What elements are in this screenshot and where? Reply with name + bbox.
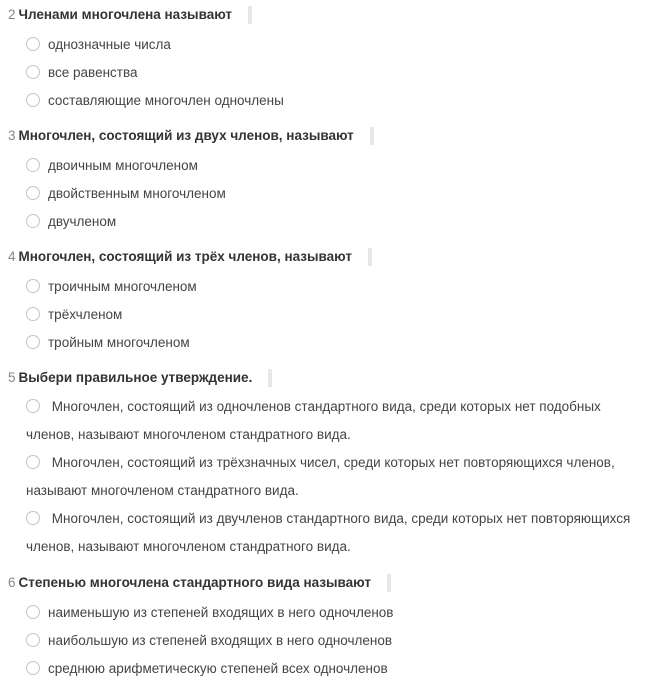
radio-button[interactable] [26, 605, 40, 619]
question-number: 2 [8, 7, 16, 22]
question-number: 3 [8, 128, 16, 143]
answer-option[interactable] [8, 626, 650, 654]
radio-button[interactable] [26, 158, 40, 172]
answer-label: троичным многочленом [48, 278, 197, 294]
answer-options [8, 151, 650, 235]
question-text: Степенью многочлена стандартного вида называют [18, 575, 371, 590]
answer-label: Многочлен, состоящий из одночленов стандартного вида, среди которых нет подобных членов, называют многочленом стандратного вида. [26, 399, 601, 442]
question-number: 5 [8, 370, 16, 385]
radio-button[interactable] [26, 279, 40, 293]
answer-label: наибольшую из степеней входящих в него одночленов [48, 632, 393, 648]
answer-label: Многочлен, состоящий из трёхзначных чисел, среди которых нет повторяющихся членов, называют многочленом стандратного вида. [26, 455, 615, 498]
radio-button[interactable] [26, 335, 40, 349]
question-3 [8, 121, 650, 235]
question-text: Многочлен, состоящий из двух членов, называют [18, 128, 354, 143]
answer-option[interactable] [8, 30, 650, 58]
question-6 [8, 568, 650, 682]
radio-button[interactable] [26, 399, 40, 413]
question-marker [248, 6, 252, 24]
answer-option[interactable] [8, 207, 650, 235]
question-marker [370, 127, 374, 145]
answer-options [8, 598, 650, 682]
answer-option[interactable] [8, 449, 650, 505]
answer-label: двоичным многочленом [48, 157, 198, 173]
question-2 [8, 0, 650, 114]
question-header [8, 242, 650, 272]
answer-label: тройным многочленом [48, 334, 190, 350]
answer-option[interactable] [8, 300, 650, 328]
answer-option[interactable] [8, 598, 650, 626]
question-header [8, 0, 650, 30]
answer-label: Многочлен, состоящий из двучленов стандартного вида, среди которых нет повторяющихся членов, называют многочленом стандратного вида. [26, 511, 631, 554]
answer-option[interactable] [8, 58, 650, 86]
radio-button[interactable] [26, 455, 40, 469]
question-marker [268, 369, 272, 387]
question-number: 6 [8, 575, 16, 590]
radio-button[interactable] [26, 65, 40, 79]
radio-button[interactable] [26, 661, 40, 675]
question-number: 4 [8, 249, 16, 264]
answer-label: двойственным многочленом [48, 185, 226, 201]
answer-label: среднюю арифметическую степеней всех одночленов [48, 660, 388, 676]
radio-button[interactable] [26, 511, 40, 525]
radio-button[interactable] [26, 307, 40, 321]
radio-button[interactable] [26, 37, 40, 51]
question-text: Выбери правильное утверждение. [18, 370, 253, 385]
question-header [8, 363, 650, 393]
answer-option[interactable] [8, 151, 650, 179]
radio-button[interactable] [26, 93, 40, 107]
answer-option[interactable] [8, 654, 650, 682]
question-4 [8, 242, 650, 356]
answer-options [8, 393, 650, 561]
question-text: Многочлен, состоящий из трёх членов, называют [18, 249, 352, 264]
answer-label: составляющие многочлен одночлены [48, 92, 284, 108]
question-5 [8, 363, 650, 561]
radio-button[interactable] [26, 214, 40, 228]
answer-option[interactable] [8, 86, 650, 114]
radio-button[interactable] [26, 633, 40, 647]
answer-option[interactable] [8, 179, 650, 207]
answer-label: наименьшую из степеней входящих в него одночленов [48, 604, 394, 620]
answer-option[interactable] [8, 393, 650, 449]
question-marker [368, 248, 372, 266]
answer-option[interactable] [8, 505, 650, 561]
question-marker [387, 574, 391, 592]
radio-button[interactable] [26, 186, 40, 200]
answer-options [8, 272, 650, 356]
question-text: Членами многочлена называют [18, 7, 233, 22]
answer-label: все равенства [48, 64, 138, 80]
question-header [8, 568, 650, 598]
answer-label: трёхчленом [48, 306, 123, 322]
answer-option[interactable] [8, 272, 650, 300]
answer-option[interactable] [8, 328, 650, 356]
question-header [8, 121, 650, 151]
answer-options [8, 30, 650, 114]
answer-label: двучленом [48, 213, 117, 229]
answer-label: однозначные числа [48, 36, 171, 52]
